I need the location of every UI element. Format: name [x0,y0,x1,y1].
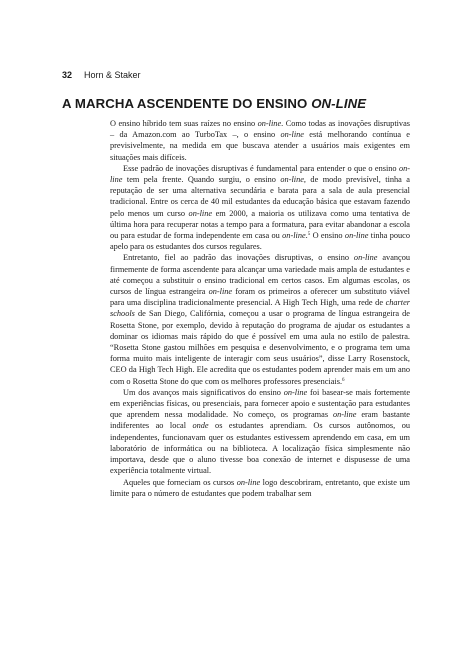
italic-run: on-line [332,410,357,420]
italic-run: on-line [110,163,410,185]
text-run: Aqueles que forneciam os cursos [123,477,237,487]
text-run: de San Diego, Califórnia, começou a usar o programa de língua estrangeira de Rosetta Stone, por exemplo, devido à reputação do programa de ajudar os estudantes a dominar os idiomas mais rápido do que é possível em uma aula no estilo de palestra. “Rosetta Stone gastou milhões em pesquisa e desenvolvimento, e o programa tem uma forma muito mais inteligente de interagir com seus usuários”, disse Larry Rosenstock, CEO da High Tech High. Ele acredita que os estudantes podem aprender mais em um ano com o Rosetta Stone do que com os melhores professores presenciais. [110,309,410,386]
text-run: , de modo previsível, tinha a reputação de ser uma alternativa secundária e barata para a sala de aula presencial tradicional. Entre os cerca de 40 mil estudantes da educação básica que estavam fazendo pelo menos um curso [110,175,410,218]
footnote-ref: 6 [342,377,345,383]
text-run: . Como todas as inovações disruptivas – da Amazon.com ao TurboTax –, o ensino [110,119,410,140]
italic-run: on-line [188,208,213,218]
italic-run: on-line [208,287,233,297]
chapter-title-main: A MARCHA ASCENDENTE DO ENSINO [62,96,312,111]
italic-run: on-line [280,175,304,185]
text-run: tem pela frente. Quando surgiu, o ensino [122,175,281,185]
italic-run: on-line [353,253,378,263]
chapter-title-italic: ON-LINE [311,96,367,111]
text-run: . [305,231,308,241]
text-run: tinha pouco apelo para os estudantes dos cursos regulares. [110,231,410,252]
running-head [62,70,141,81]
italic-run: onde [192,421,209,431]
page-number: 32 [62,70,73,80]
text-run: O ensino híbrido tem suas raízes no ensino [110,119,258,128]
text-run: está melhorando contínua e previsivelmente, na medida em que buscava atender a usuários mais exigentes em situações mais difíceis. [110,130,410,162]
paragraph-2 [110,163,410,253]
italic-run: on-line [236,477,261,487]
footnote-ref: 5 [307,232,311,238]
text-run: Esse padrão de inovações disruptivas é fundamental para entender o que o ensino [123,163,399,173]
italic-run: on-line [280,130,304,140]
text-run: logo descobriram, entretanto, que existe um limite para o número de estudantes que podem trabalhar sem [110,477,410,498]
text-run: O ensino [310,231,345,241]
text-run: em 2000, a maioria os utilizava como uma tentativa de última hora para recuperar notas a tempo para a formatura, para evitar abandonar a escola ou para estudar de forma independente em casa ou [110,208,410,241]
text-run: Um dos avanços mais significativos do ensino [123,387,284,397]
text-run: foi basear-se mais fortemente em experiências físicas, ou presenciais, para fornecer apoio e sustentação para estudantes que aprendem nessa modalidade. No começo, os programas [110,387,410,420]
italic-run: on-line [282,231,306,241]
text-run: Entretanto, fiel ao padrão das inovações disruptivas, o ensino [123,253,354,263]
text-run: eram bastante indiferentes ao local [110,410,410,431]
chapter-title [62,96,422,112]
italic-run: charter schools [110,298,410,319]
paragraph-5 [110,477,410,499]
italic-run: on-line [344,231,369,241]
text-run: os estudantes aprendiam. Os cursos autônomos, ou independentes, funcionavam quer os estudantes estivessem aprendendo em casa, em um laboratório de informática ou na biblioteca. A localização física simplesmente não importava, desde que o aluno tivesse boa conexão de internet e dispusesse de uma experiência totalmente virtual. [110,421,410,476]
body-text [110,118,410,499]
paragraph-4 [110,387,410,477]
paragraph-3 [110,252,410,386]
text-run: avançou firmemente de forma ascendente para alcançar uma variedade mais ampla de estudantes e até começou a substituir o ensino tradicional em certos casos. Em algumas escolas, os cursos de língua estrangeira [110,253,411,297]
italic-run: on-line [257,119,282,128]
paragraph-1 [110,118,410,163]
running-title: Horn & Staker [84,70,141,80]
text-run: foram os primeiros a oferecer um substituto viável para uma disciplina tradicionalmente presencial. A High Tech High, uma rede de [110,287,410,308]
italic-run: on-line [283,387,308,397]
